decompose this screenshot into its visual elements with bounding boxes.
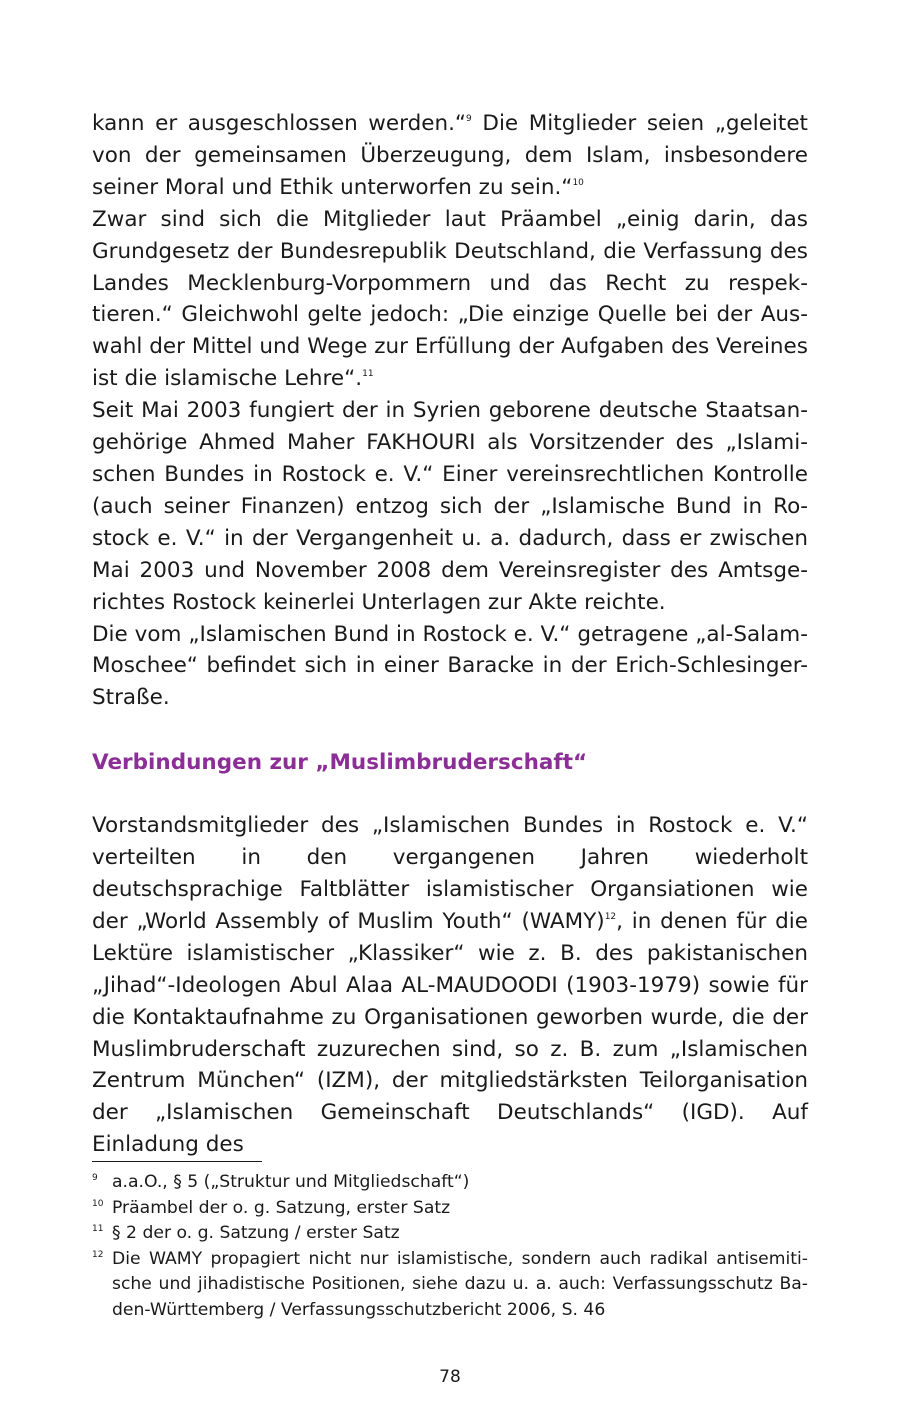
footnote-text: a.a.O., § 5 („Struktur und Mitgliedschaft“) bbox=[112, 1172, 470, 1192]
footnote-number: 9 bbox=[92, 1173, 98, 1183]
footnote-ref-12[interactable]: 12 bbox=[604, 911, 617, 922]
paragraph-2 bbox=[92, 204, 808, 395]
footnote-number: 11 bbox=[92, 1224, 104, 1234]
paragraph-5 bbox=[92, 810, 808, 1161]
footnote-ref-10[interactable]: 10 bbox=[572, 177, 584, 188]
paragraph-3: Seit Mai 2003 fungiert der in Syrien geborene deutsche Staatsangehörige Ahmed Maher FAKHOURI als Vorsitzender des „Islamischen Bundes in Rostock e. V.“ Einer vereinsrechtlichen Kontrolle (auch seiner Finanzen) entzog sich der „Islamische Bund in Rostock e. V.“ in der Vergangenheit u. a. dadurch, dass er zwischen Mai 2003 und November 2008 dem Vereinsregister des Amtsgerichtes Rostock keinerlei Unterlagen zur Akte reichte. bbox=[92, 398, 808, 615]
footnotes bbox=[92, 1161, 808, 1323]
paragraph-5-text-b: , in denen für die Lektüre islamistischer „Klassiker“ wie z. B. des pakistanischen „Jihad“-Ideologen Abul Alaa AL-MAUDOODI (1903-1979) sowie für die Kontaktaufnahme zu Organisationen geworben wurde, die der Muslimbruderschaft zuzurechen sind, so z. B. zum „Islamischen Zentrum München“ (IZM), der mitgliedstärksten Teilorganisation der „Islamischen Gemeinschaft Deutschlands“ (IGD). Auf Einladung des bbox=[92, 908, 809, 1158]
paragraph-4: Die vom „Islamischen Bund in Rostock e. V.“ getragene „al-Salam-Moschee“ befindet sich in einer Baracke in der Erich-Schlesinger-Straße. bbox=[92, 621, 808, 711]
paragraph-1-text-a: kann er ausgeschlossen werden.“ bbox=[92, 111, 467, 136]
paragraph-1 bbox=[92, 108, 808, 204]
footnote-text: Präambel der o. g. Satzung, erster Satz bbox=[112, 1197, 451, 1218]
footnote-number: 10 bbox=[92, 1198, 104, 1209]
paragraph-1-text-b: Die Mitglieder seien „geleitet von der gemeinsamen Überzeugung, dem Islam, insbesondere seiner Moral und Ethik unterworfen zu sein.“ bbox=[92, 111, 808, 200]
footnote-text: Die WAMY propagiert nicht nur islamistische, sondern auch radikal antisemitische und jihadistische Positionen, siehe dazu u. a. auch: Verfassungsschutz Baden-Württemberg / Verfassungsschutzbericht 2006, S. 46 bbox=[112, 1248, 808, 1320]
paragraph-2-text: Zwar sind sich die Mitglieder laut Präambel „einig darin, das Grundgesetz der Bundesrepublik Deutschland, die Verfassung des Landes Mecklenburg-Vorpommern und das Recht zu respektieren.“ Gleichwohl gelte jedoch: „Die einzige Quelle bei der Auswahl der Mittel und Wege zur Erfüllung der Aufgaben des Vereines ist die islamische Lehre“. bbox=[92, 206, 808, 392]
footnote-ref-9[interactable]: 9 bbox=[466, 114, 472, 124]
page-number: 78 bbox=[439, 1367, 461, 1387]
footnote-9 bbox=[92, 1170, 808, 1196]
footnote-number: 12 bbox=[92, 1249, 104, 1260]
footnote-ref-11[interactable]: 11 bbox=[362, 369, 374, 380]
section-heading: Verbindungen zur „Muslimbruderschaft“ bbox=[92, 750, 588, 776]
footnote-text: § 2 der o. g. Satzung / erster Satz bbox=[112, 1223, 400, 1243]
footnote-11 bbox=[92, 1221, 808, 1247]
footnote-divider bbox=[92, 1161, 262, 1162]
page-body bbox=[92, 108, 808, 1161]
footnote-12 bbox=[92, 1247, 808, 1324]
paragraph-5-text-a: Vorstandsmitglieder des „Islamischen Bundes in Rostock e. V.“ verteilten in den vergangenen Jahren wiederholt deutschsprachige Faltblätter islamistischer Organsiationen wie der „World Assembly of Muslim Youth“ (WAMY) bbox=[92, 813, 808, 934]
footnote-10 bbox=[92, 1196, 808, 1222]
